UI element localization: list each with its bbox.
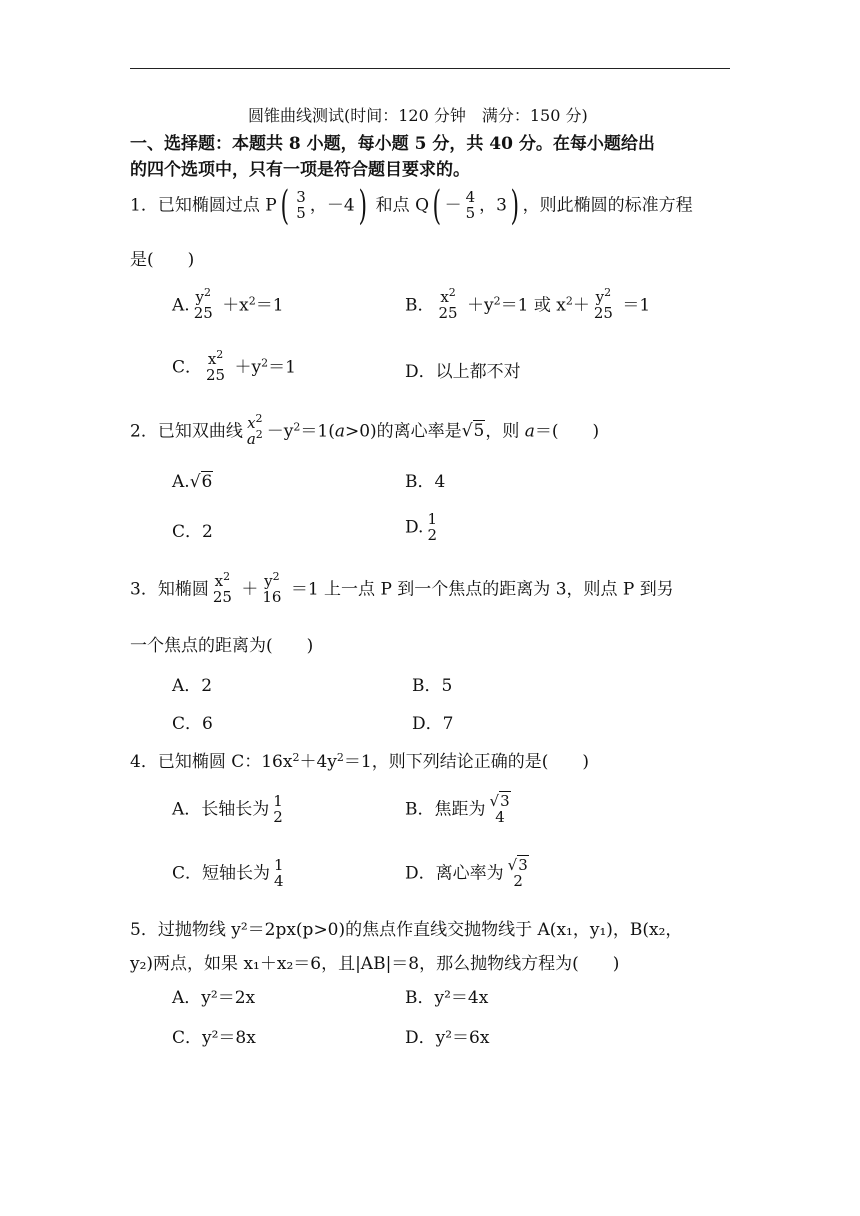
section-heading-line1: 一、选择题：本题共 8 小题，每小题 5 分，共 40 分。在每小题给出 (130, 134, 655, 154)
q2-option-b[interactable]: B．4 (405, 472, 446, 492)
sqrt-symbol: √3 (489, 792, 510, 810)
paren-left: ( (432, 183, 442, 229)
test-header: 圆锥曲线测试(时间：120 分钟 满分：150 分) (248, 106, 588, 125)
sqrt-symbol: √3 (507, 856, 528, 874)
q2-option-d[interactable]: D. 1 2 (405, 510, 437, 544)
q3-option-c[interactable]: C．6 (172, 714, 213, 734)
q4-option-b[interactable]: B．焦距为 √3 4 (405, 792, 510, 826)
question-1-line2: 是( ) (130, 250, 195, 270)
top-rule (130, 68, 730, 69)
question-3-stem: 3．知椭圆 $x^2$ 25 ＋ $y^2$ 16 ＝1 上一点 P 到一个焦点的距离为 3，则点 P 到另 (130, 570, 674, 606)
q1-p-rest: ，－4 (309, 195, 355, 216)
q5-option-b[interactable]: B．y²＝4x (405, 988, 489, 1008)
q2-option-c[interactable]: C．2 (172, 522, 213, 542)
sqrt-symbol: √6 (189, 472, 213, 492)
q1-option-a[interactable]: A. $y^2$ 25 $+x^2=1$ (172, 286, 284, 322)
q4-option-c[interactable]: C．短轴长为 1 4 (172, 856, 284, 890)
q1-suffix: ，则此椭圆的标准方程 (522, 195, 693, 216)
q1-option-b[interactable]: B． $x^2$ 25 $+y^2=1$ 或 $x^2+$ $y^2$ 25 ＝1 (405, 286, 651, 322)
q3-option-a[interactable]: A．2 (172, 676, 213, 696)
q1-q-fraction: 4 5 (465, 188, 476, 222)
q5-option-c[interactable]: C．y²＝8x (172, 1028, 256, 1048)
q1-mid: 和点 Q (375, 195, 430, 216)
q1-option-c[interactable]: C． $x^2$ 25 $+y^2=1$ (172, 348, 296, 384)
paren-right: ) (510, 183, 520, 229)
q5-option-a[interactable]: A．y²＝2x (172, 988, 256, 1008)
paren-right: ) (358, 183, 367, 229)
q1-p-fraction: 3 5 (296, 188, 306, 222)
q3-option-d[interactable]: D．7 (412, 714, 454, 734)
q2-option-a[interactable]: A.√6 (172, 472, 213, 492)
q1-prefix: 1．已知椭圆过点 P (130, 195, 277, 216)
question-2-stem: 2．已知双曲线 $x^2$ $a^2$ $-y^2=1(a>0)$的离心率是√5，则 a＝( ) (130, 412, 600, 448)
sqrt-symbol: √5 (461, 421, 485, 442)
q1-option-d[interactable]: D．以上都不对 (405, 362, 521, 382)
q4-option-a[interactable]: A．长轴长为 1 2 (172, 792, 283, 826)
question-5-line1: 5．过抛物线 y²＝2px(p>0)的焦点作直线交抛物线于 A(x₁，y₁)，B(x₂， (130, 920, 683, 940)
question-3-line2: 一个焦点的距离为( ) (130, 636, 314, 656)
paren-left: ( (280, 183, 289, 229)
q4-option-d[interactable]: D．离心率为 √3 2 (405, 856, 528, 890)
question-5-line2: y₂)两点，如果 x₁＋x₂＝6，且|AB|＝8，那么抛物线方程为( ) (130, 954, 620, 974)
question-4-stem: 4．已知椭圆 C：$16x^2+4y^2=1$，则下列结论正确的是( ) (130, 751, 589, 772)
q5-option-d[interactable]: D．y²＝6x (405, 1028, 490, 1048)
q3-option-b[interactable]: B．5 (412, 676, 453, 696)
question-1-stem: 1．已知椭圆过点 P( 3 5 ，－4) 和点 Q( － 4 5 ，3) ，则此椭圆的标准方程 (130, 183, 693, 229)
section-heading-line2: 的四个选项中，只有一项是符合题目要求的。 (130, 160, 470, 180)
